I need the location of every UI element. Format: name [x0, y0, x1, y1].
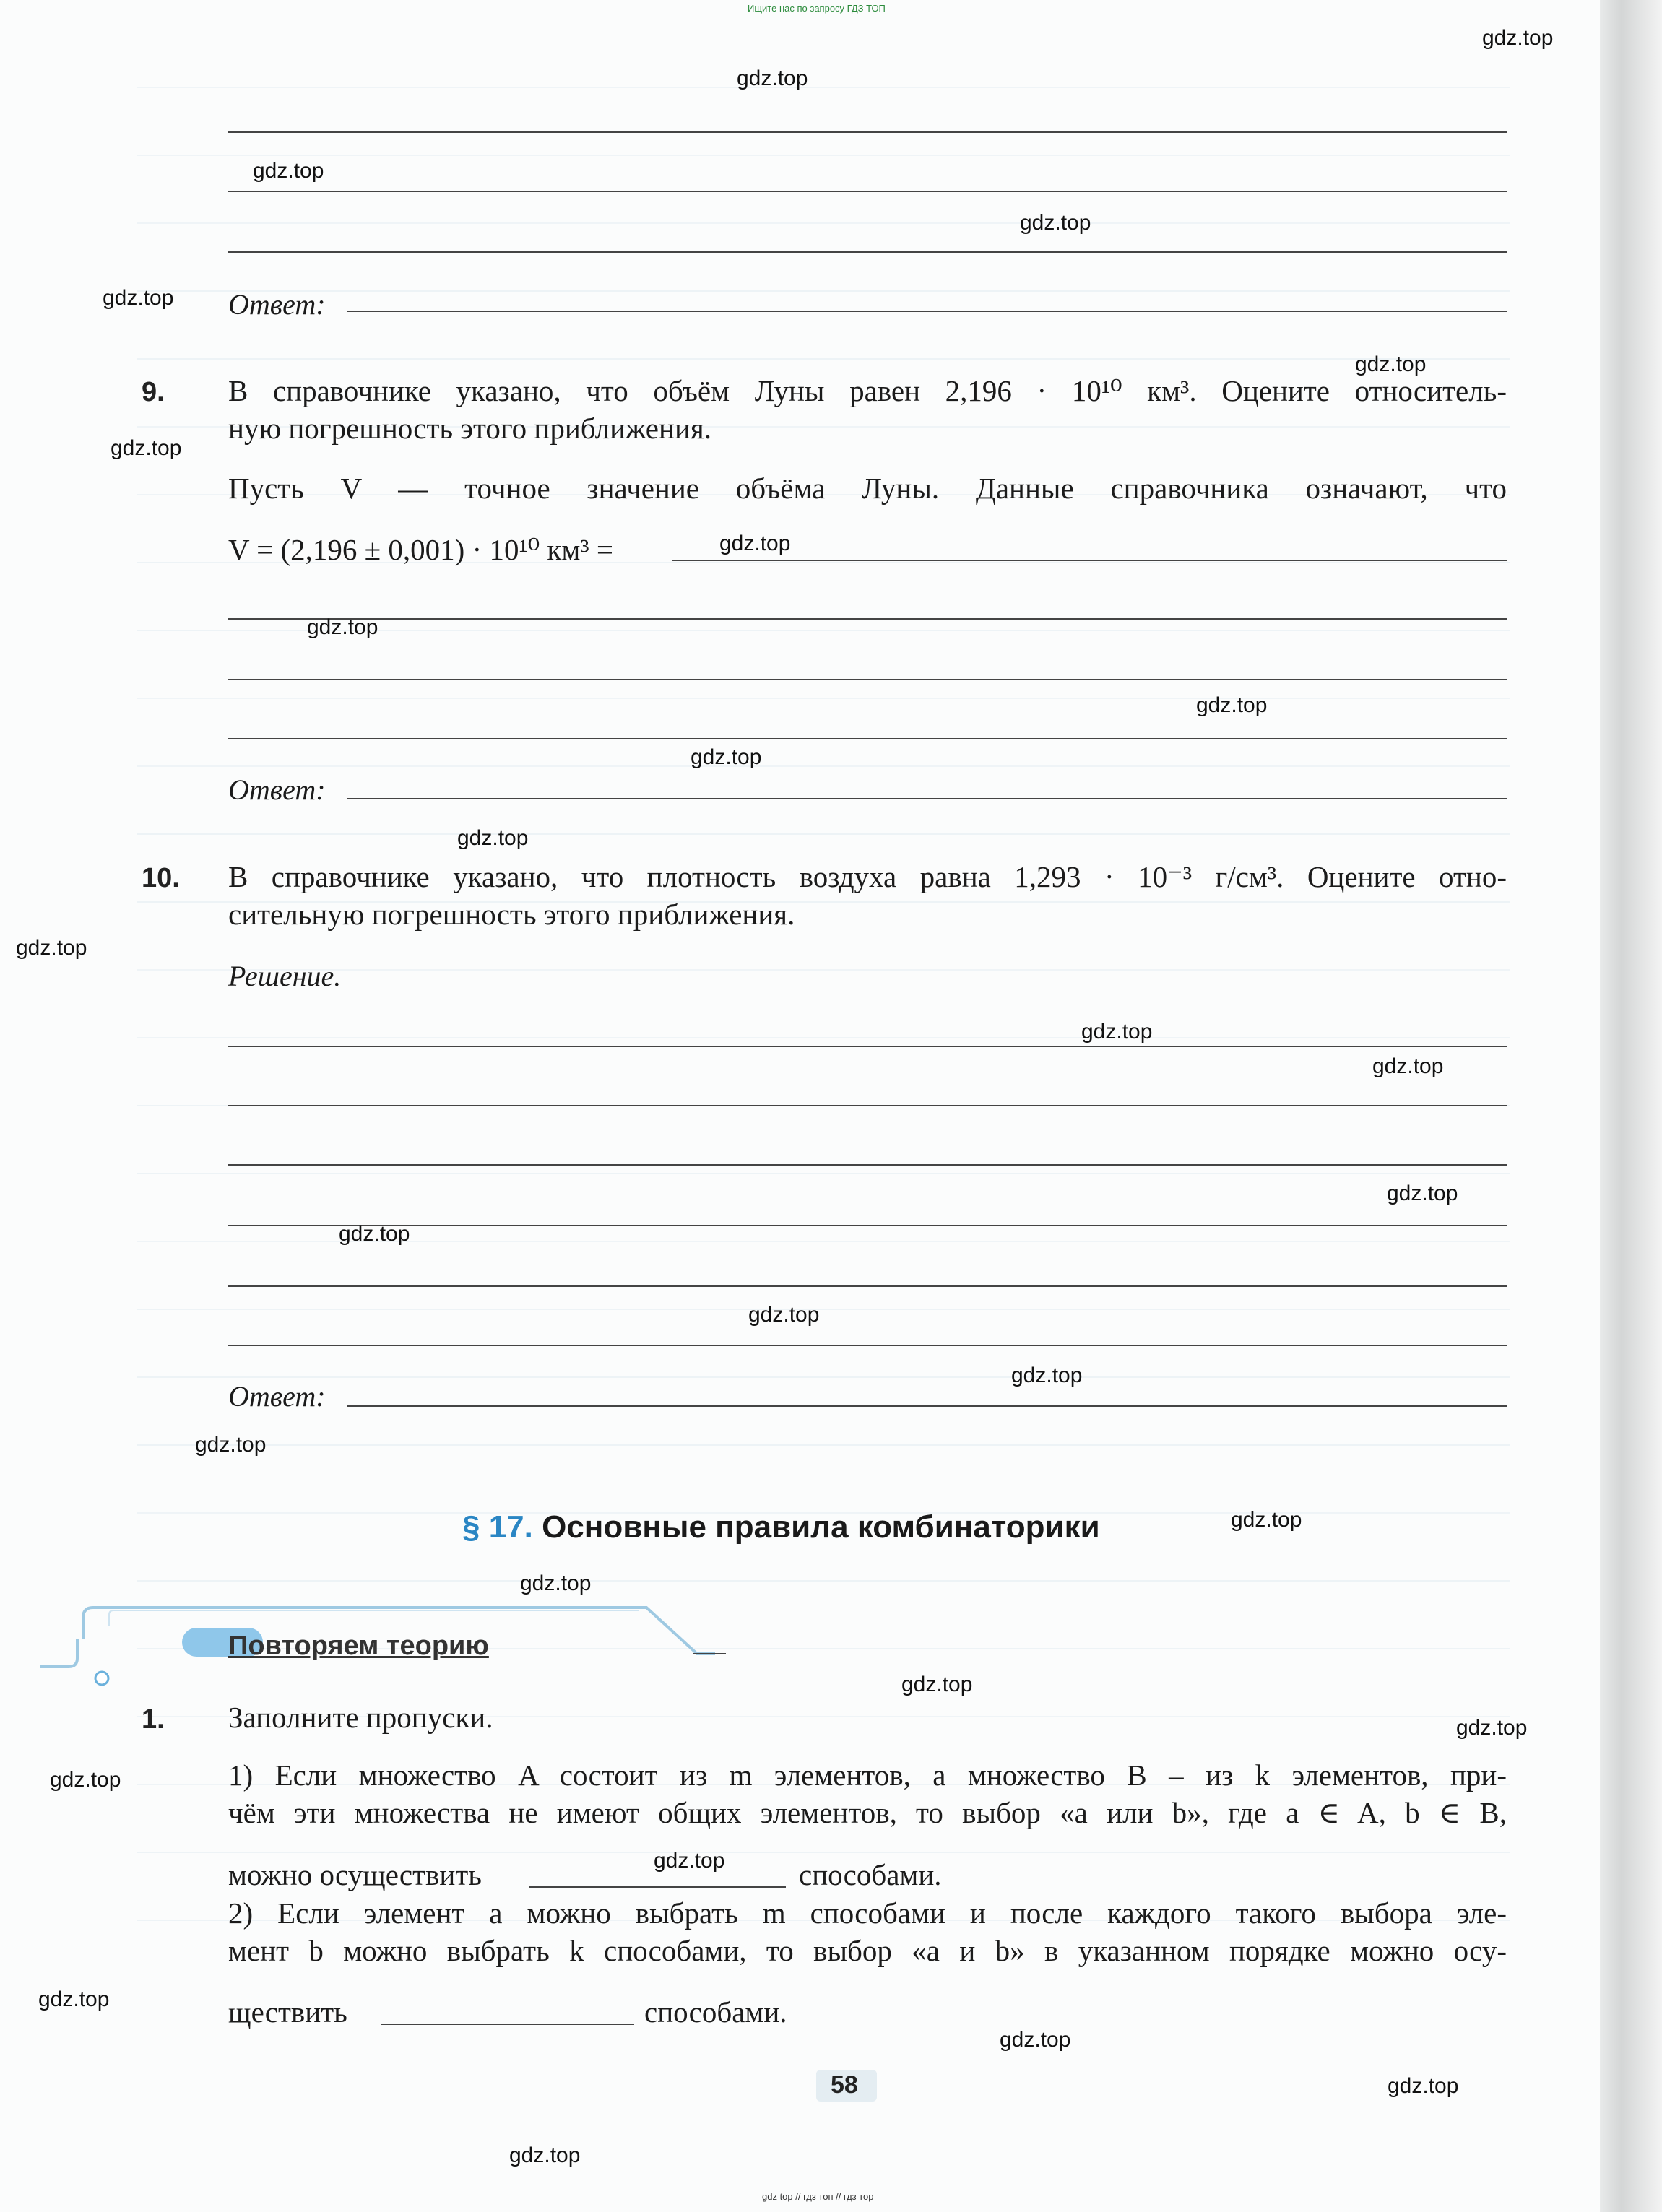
- watermark: gdz.top: [103, 286, 174, 310]
- watermark: gdz.top: [901, 1673, 973, 1696]
- theory-heading: Повторяем теорию: [228, 1631, 489, 1661]
- watermark: gdz.top: [748, 1303, 820, 1327]
- watermark: gdz.top: [1020, 211, 1091, 235]
- task9-hint: [228, 469, 1507, 507]
- header-note: Ищите нас по запросу ГДЗ ТОП: [748, 3, 886, 14]
- task9-line2: ную погрешность этого приближения.: [228, 412, 711, 445]
- section-title: [462, 1509, 1100, 1545]
- writing-line[interactable]: [228, 618, 1507, 620]
- fill-blank-2[interactable]: [381, 2024, 634, 2025]
- watermark: gdz.top: [1196, 693, 1268, 717]
- task-number-10: 10.: [142, 863, 180, 893]
- writing-line[interactable]: [228, 251, 1507, 253]
- watermark: gdz.top: [1000, 2028, 1071, 2052]
- writing-line[interactable]: [228, 131, 1507, 133]
- theory-item2-line1: 2) Если элемент a можно выбрать m способами и после каждого такого выбора эле-: [228, 1896, 1507, 1930]
- watermark: gdz.top: [195, 1433, 267, 1457]
- theory-item1: [228, 1756, 1507, 1831]
- watermark: gdz.top: [509, 2143, 581, 2167]
- section-number: § 17.: [462, 1509, 533, 1545]
- theory-task-number: 1.: [142, 1704, 165, 1735]
- watermark: gdz.top: [50, 1768, 121, 1792]
- answer-line[interactable]: [347, 798, 1507, 799]
- watermark: gdz.top: [1388, 2074, 1459, 2098]
- watermark: gdz.top: [1387, 1181, 1458, 1205]
- theory-item1-line1: 1) Если множество A состоит из m элементов, а множество B – из k элементов, при-: [228, 1758, 1507, 1792]
- writing-line[interactable]: [228, 738, 1507, 739]
- watermark: gdz.top: [691, 745, 762, 769]
- footer-note: gdz top // гдз топ // гдз тор: [762, 2191, 874, 2202]
- writing-line[interactable]: [228, 1345, 1507, 1346]
- theory-item1-line3b: способами.: [799, 1858, 942, 1891]
- theory-item2-line3a: ществить: [228, 1995, 347, 2029]
- watermark: gdz.top: [737, 66, 808, 90]
- section-name: Основные правила комбинаторики: [542, 1509, 1100, 1545]
- watermark: gdz.top: [1355, 352, 1427, 376]
- writing-line[interactable]: [672, 560, 1507, 561]
- answer-line[interactable]: [347, 311, 1507, 312]
- task10-text: [228, 858, 1507, 933]
- answer-line[interactable]: [347, 1405, 1507, 1407]
- watermark: gdz.top: [1482, 26, 1554, 50]
- watermark: gdz.top: [38, 1987, 110, 2011]
- task9-line3: Пусть V — точное значение объёма Луны. Данные справочника означают, что: [228, 472, 1507, 505]
- task10-line1: В справочнике указано, что плотность воздуха равна 1,293 · 10⁻³ г/см³. Оцените отно-: [228, 860, 1507, 893]
- watermark: gdz.top: [1231, 1508, 1302, 1532]
- task9-formula: V = (2,196 ± 0,001) · 10¹⁰ км³ =: [228, 533, 613, 566]
- task10-line2: сительную погрешность этого приближения.: [228, 898, 795, 931]
- theory-item1-line3a: можно осуществить: [228, 1858, 482, 1891]
- task9-text: [228, 372, 1507, 447]
- writing-line[interactable]: [228, 1225, 1507, 1226]
- writing-line[interactable]: [228, 679, 1507, 680]
- task9-line1: В справочнике указано, что объём Луны равен 2,196 · 10¹⁰ км³. Оцените относитель-: [228, 374, 1507, 407]
- writing-line[interactable]: [228, 1046, 1507, 1047]
- watermark: gdz.top: [654, 1849, 725, 1873]
- answer-label: Ответ:: [228, 288, 326, 321]
- theory-item2-line2: мент b можно выбрать k способами, то выбор «a и b» в указанном порядке можно осу-: [228, 1934, 1507, 1967]
- theory-item2-line3b: способами.: [644, 1995, 787, 2029]
- watermark: gdz.top: [457, 826, 529, 850]
- theory-task-text: Заполните пропуски.: [228, 1701, 493, 1734]
- writing-line[interactable]: [228, 1164, 1507, 1166]
- page-number: 58: [831, 2071, 858, 2099]
- writing-line[interactable]: [228, 1105, 1507, 1106]
- watermark: gdz.top: [339, 1222, 410, 1246]
- watermark: gdz.top: [253, 159, 324, 183]
- theory-item1-line2: чём эти множества не имеют общих элементов, то выбор «a или b», где a ∈ A, b ∈ B,: [228, 1796, 1507, 1829]
- answer-label: Ответ:: [228, 1380, 326, 1413]
- watermark: gdz.top: [111, 436, 182, 460]
- watermark: gdz.top: [1081, 1020, 1153, 1044]
- watermark: gdz.top: [520, 1571, 592, 1595]
- solution-label: Решение.: [228, 960, 342, 992]
- watermark: gdz.top: [1011, 1363, 1083, 1387]
- watermark: gdz.top: [719, 532, 791, 555]
- writing-line[interactable]: [228, 1285, 1507, 1287]
- answer-label: Ответ:: [228, 773, 326, 806]
- theory-item2: [228, 1894, 1507, 1969]
- watermark: gdz.top: [1372, 1054, 1444, 1078]
- watermark: gdz.top: [307, 615, 378, 639]
- writing-line[interactable]: [228, 191, 1507, 192]
- task-number-9: 9.: [142, 377, 165, 407]
- watermark: gdz.top: [1456, 1716, 1528, 1740]
- watermark: gdz.top: [16, 936, 87, 960]
- page-edge-shadow: [1600, 0, 1662, 2212]
- fill-blank-1[interactable]: [529, 1886, 786, 1888]
